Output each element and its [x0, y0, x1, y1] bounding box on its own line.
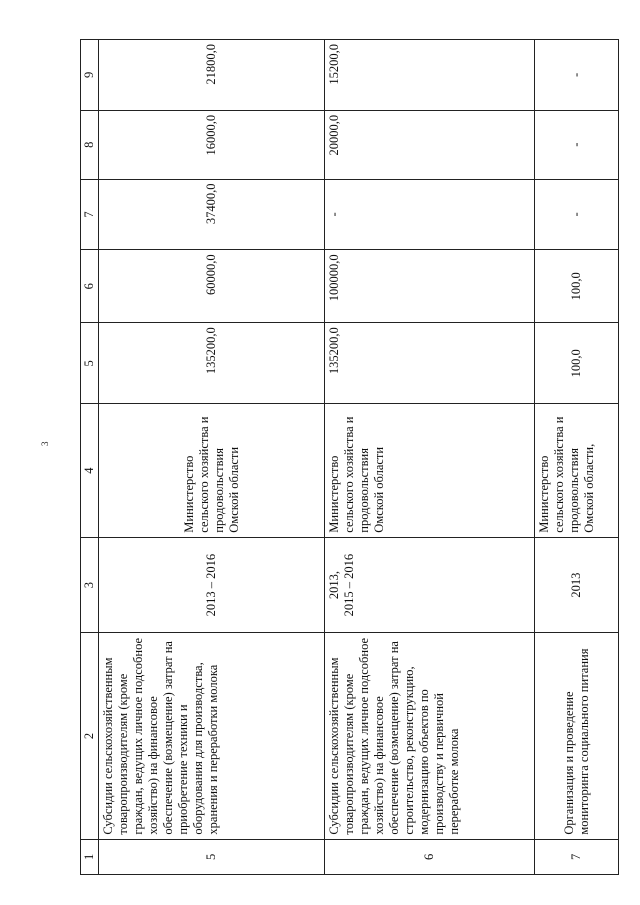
row-number: 7 — [535, 839, 619, 874]
row-value-7: 37400,0 — [99, 179, 325, 250]
row-description: Субсидии сельскохозяйственным товаропроизводителям (кроме граждан, ведущих личное подсобное хозяйство) на финансовое обеспечение (возмещение) затрат на строительство, реконструкцию, модернизацию объектов по производству и первичной переработке молока — [325, 633, 535, 839]
row-period: 2013 — [535, 537, 619, 633]
row-value-5: 100,0 — [535, 323, 619, 404]
rotated-page-content — [80, 39, 605, 875]
row-value-7: - — [535, 179, 619, 250]
row-number: 5 — [99, 839, 325, 874]
table-row — [325, 40, 535, 875]
row-value-9: - — [535, 40, 619, 111]
header-cell-3: 3 — [81, 537, 99, 633]
header-cell-8: 8 — [81, 110, 99, 179]
row-value-9: 21800,0 — [99, 40, 325, 111]
row-description: Организация и проведение мониторинга социального питания — [535, 633, 619, 839]
row-executor: Министерство сельского хозяйства и продовольствия Омской области — [99, 404, 325, 537]
row-value-6: 100000,0 — [325, 250, 535, 323]
header-cell-9: 9 — [81, 40, 99, 111]
page-number: 3 — [40, 441, 50, 446]
row-value-9: 15200,0 — [325, 40, 535, 111]
row-value-5: 135200,0 — [325, 323, 535, 404]
row-value-6: 60000,0 — [99, 250, 325, 323]
row-period: 2013, 2015 – 2016 — [325, 537, 535, 633]
row-value-7: - — [325, 179, 535, 250]
row-value-8: 16000,0 — [99, 110, 325, 179]
row-number: 6 — [325, 839, 535, 874]
row-value-5: 135200,0 — [99, 323, 325, 404]
row-executor: Министерство сельского хозяйства и продовольствия Омской области — [325, 404, 535, 537]
row-value-8: 20000,0 — [325, 110, 535, 179]
header-cell-4: 4 — [81, 404, 99, 537]
header-cell-2: 2 — [81, 633, 99, 839]
header-row — [81, 40, 99, 875]
program-table — [80, 39, 619, 875]
row-value-6: 100,0 — [535, 250, 619, 323]
header-cell-1: 1 — [81, 839, 99, 874]
header-cell-5: 5 — [81, 323, 99, 404]
header-cell-7: 7 — [81, 179, 99, 250]
row-period: 2013 – 2016 — [99, 537, 325, 633]
row-executor: Министерство сельского хозяйства и продовольствия Омской области, — [535, 404, 619, 537]
row-value-8: - — [535, 110, 619, 179]
row-description: Субсидии сельскохозяйственным товаропроизводителям (кроме граждан, ведущих личное подсобное хозяйство) на финансовое обеспечение (возмещение) затрат на приобретение техники и оборудования для производства, хранения и переработки молока — [99, 633, 325, 839]
header-cell-6: 6 — [81, 250, 99, 323]
table-row — [99, 40, 325, 875]
table-row — [535, 40, 619, 875]
